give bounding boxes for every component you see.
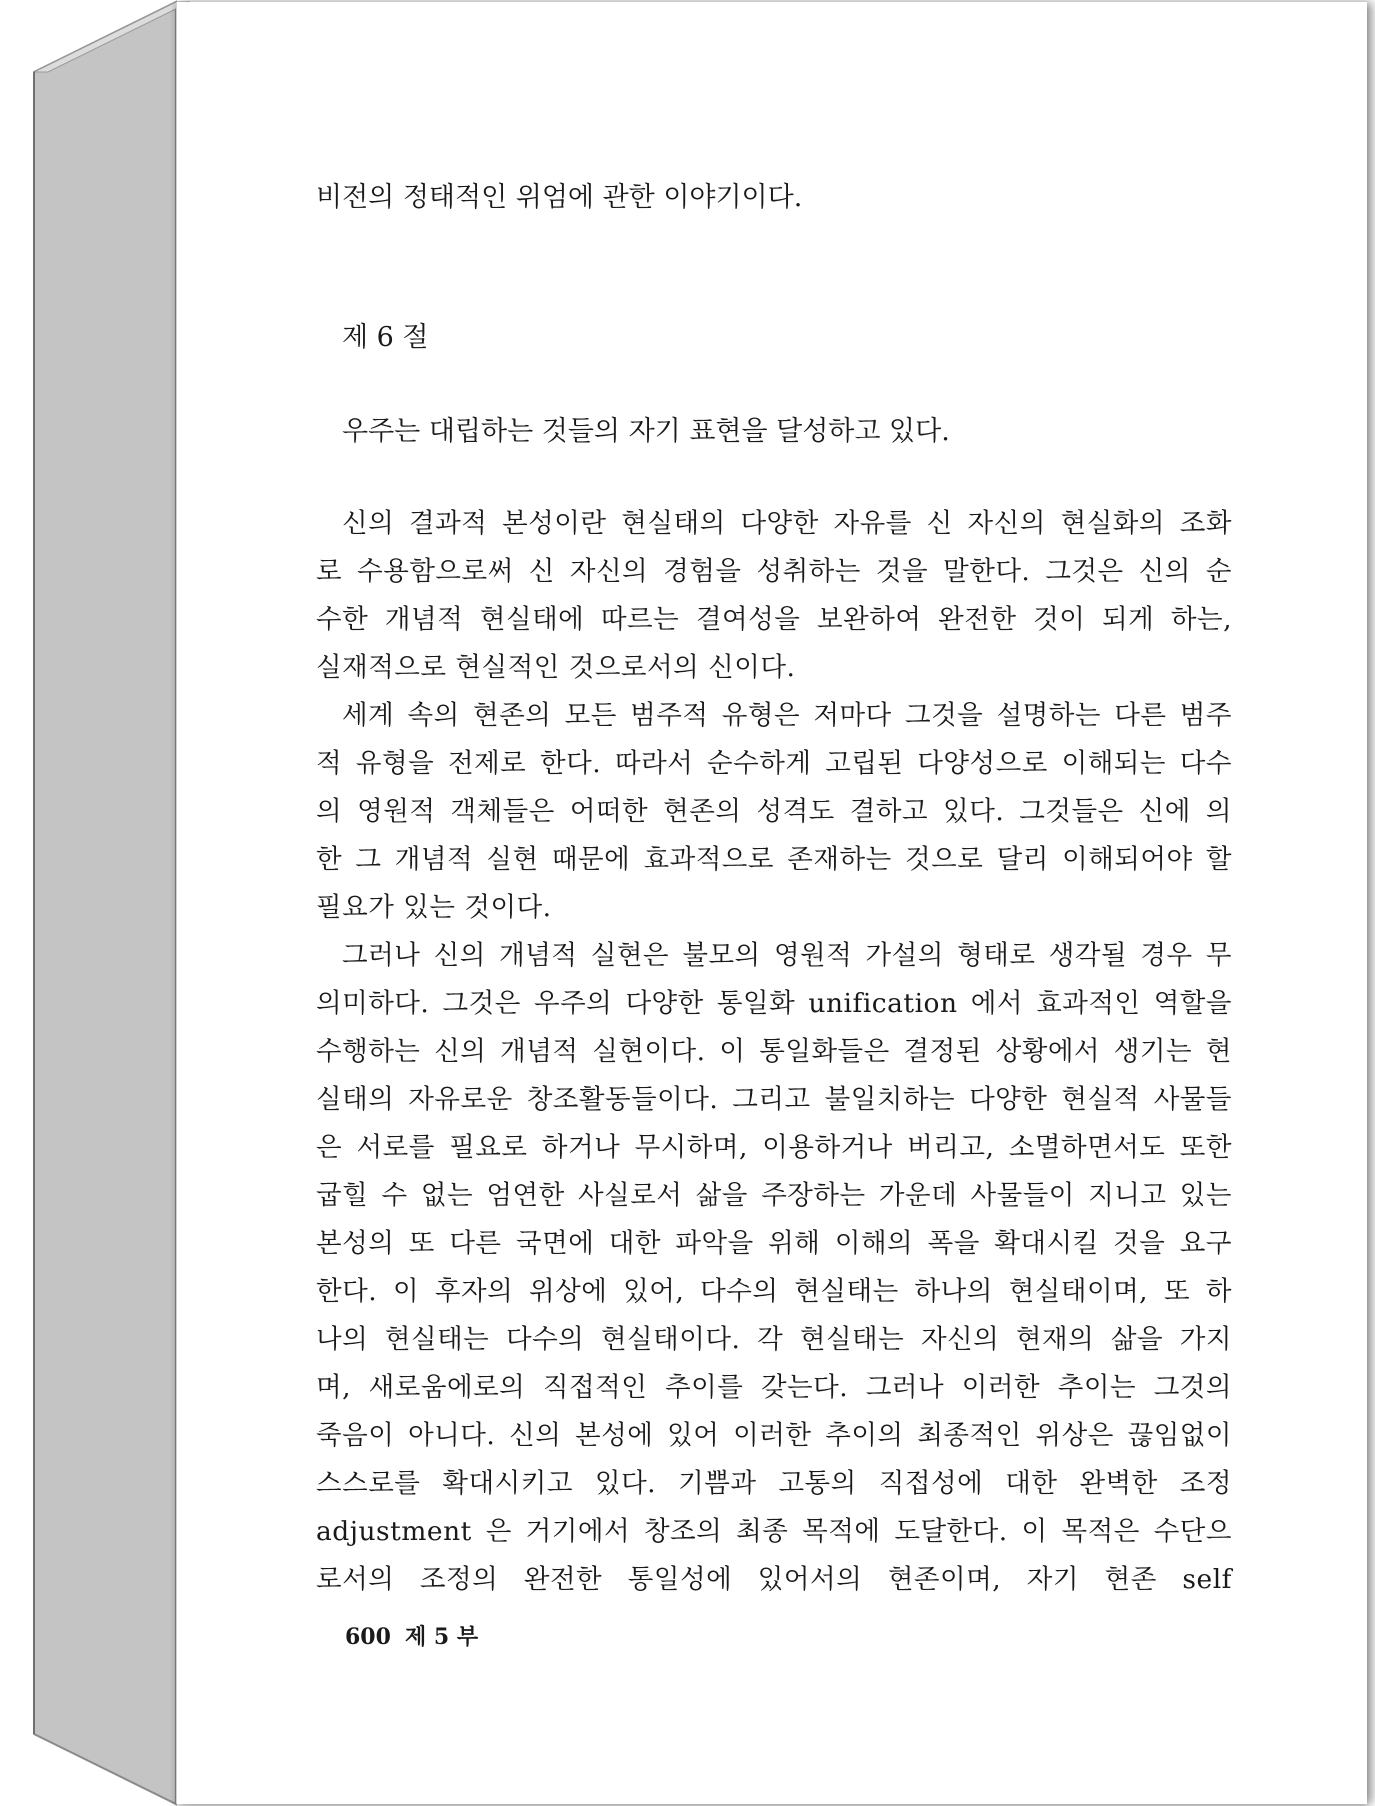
page-number: 600 — [345, 1624, 391, 1650]
page-footer — [345, 1620, 492, 1651]
intro-line: 비전의 정태적인 위엄에 관한 이야기이다. — [316, 182, 803, 213]
paragraph-line: 죽음이 아니다. 신의 본성에 있어 이러한 추이의 최종적인 위상은 끊임없이 — [316, 1420, 1232, 1451]
paragraph-line: 은 서로를 필요로 하거나 무시하며, 이용하거나 버리고, 소멸하면서도 또한 — [316, 1132, 1232, 1163]
paragraph-line: 며, 새로움에로의 직접적인 추이를 갖는다. 그러나 이러한 추이는 그것의 — [316, 1372, 1232, 1403]
paragraph-line: 한다. 이 후자의 위상에 있어, 다수의 현실태는 하나의 현실태이며, 또 하 — [316, 1276, 1232, 1307]
thesis-line: 우주는 대립하는 것들의 자기 표현을 달성하고 있다. — [342, 416, 950, 447]
paragraph-line: 한 그 개념적 실현 때문에 효과적으로 존재하는 것으로 달리 이해되어야 할 — [316, 844, 1232, 875]
paragraph-line: 수행하는 신의 개념적 실현이다. 이 통일화들은 결정된 상황에서 생기는 현 — [316, 1036, 1232, 1067]
paragraph-line: 적 유형을 전제로 한다. 따라서 순수하게 고립된 다양성으로 이해되는 다수 — [316, 748, 1232, 779]
paragraph-line: 그러나 신의 개념적 실현은 불모의 영원적 가설의 형태로 생각될 경우 무 — [342, 940, 1232, 971]
section-heading: 제 6 절 — [342, 322, 429, 353]
paragraph-line: 굽힐 수 없는 엄연한 사실로서 삶을 주장하는 가운데 사물들이 지니고 있는 — [316, 1180, 1232, 1211]
paragraph-line: 신의 결과적 본성이란 현실태의 다양한 자유를 신 자신의 현실화의 조화 — [342, 508, 1232, 539]
paragraph-line: 의 영원적 객체들은 어떠한 현존의 성격도 결하고 있다. 그것들은 신에 의 — [316, 796, 1232, 827]
paragraph-line: 본성의 또 다른 국면에 대한 파악을 위해 이해의 폭을 확대시킬 것을 요구 — [316, 1228, 1232, 1259]
paragraph-line: 세계 속의 현존의 모든 범주적 유형은 저마다 그것을 설명하는 다른 범주 — [342, 700, 1232, 731]
paragraph-line: 필요가 있는 것이다. — [316, 892, 552, 923]
paragraph-line: 의미하다. 그것은 우주의 다양한 통일화 unification 에서 효과적인 역할을 — [316, 988, 1232, 1019]
paragraph-line: 로서의 조정의 완전한 통일성에 있어서의 현존이며, 자기 현존 self — [316, 1564, 1232, 1595]
paragraph-line: 실재적으로 현실적인 것으로서의 신이다. — [316, 652, 796, 683]
paragraph-line: 스스로를 확대시키고 있다. 기쁨과 고통의 직접성에 대한 완벽한 조정 — [316, 1468, 1232, 1499]
paragraph-line: 로 수용함으로써 신 자신의 경험을 성취하는 것을 말한다. 그것은 신의 순 — [316, 556, 1232, 587]
paragraph-line: 나의 현실태는 다수의 현실태이다. 각 현실태는 자신의 현재의 삶을 가지 — [316, 1324, 1232, 1355]
paragraph-line: 수한 개념적 현실태에 따르는 결여성을 보완하여 완전한 것이 되게 하는, — [316, 604, 1232, 635]
part-label: 제 5 부 — [404, 1624, 479, 1650]
paragraph-line: adjustment 은 거기에서 창조의 최종 목적에 도달한다. 이 목적은 수단으 — [316, 1516, 1232, 1547]
book-page — [176, 2, 1367, 1804]
paragraph-line: 실태의 자유로운 창조활동들이다. 그리고 불일치하는 다양한 현실적 사물들 — [316, 1084, 1232, 1115]
